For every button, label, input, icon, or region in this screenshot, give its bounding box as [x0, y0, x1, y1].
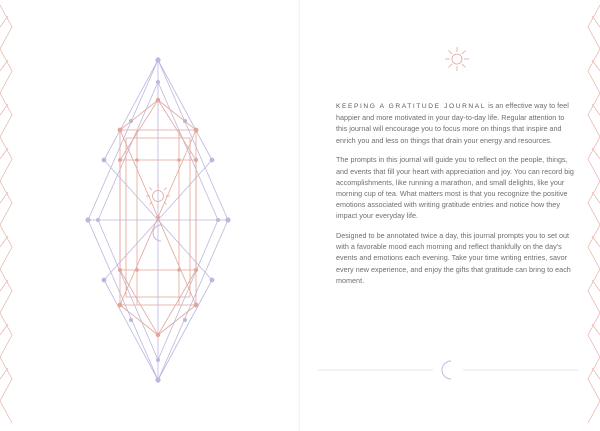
- paragraph-twice-a-day: Designed to be annotated twice a day, this journal prompts you to set out with a favorable mood each morning and reflect thankfully on the day's events and emotions each evening. Take your time writing entries, savor every new experience, and enjoy the gifts that gratitude can bring to each moment.: [336, 231, 571, 285]
- intro-paragraph: [336, 100, 574, 146]
- crescent-moon-icon: [442, 361, 451, 379]
- center-crescent-moon-icon: [153, 225, 161, 241]
- moon-divider: [318, 356, 578, 384]
- journal-intro-text: [336, 100, 574, 295]
- right-edge-ornament: [580, 0, 600, 431]
- outer-lavender-diamond: [88, 60, 228, 380]
- intro-rest: is an effective way to feel happier and more motivated in your day-to-day life. Regular attention to this journal will encourage you to focus more on things that inspire and enrich you and less on things that drain your energy and resources.: [336, 101, 569, 145]
- intro-lead: KEEPING A GRATITUDE JOURNAL: [336, 103, 487, 110]
- sun-icon: [442, 44, 472, 74]
- paragraph-prompts: The prompts in this journal will guide you to reflect on the people, things, and events that fill your heart with appreciation and joy. You can record big accomplishments, like running a marathon, and small delights, like your morning cup of tea. What matters most is that you recognize the positive emotions associated with writing gratitude entries and notice how they impact your everyday life.: [336, 155, 574, 221]
